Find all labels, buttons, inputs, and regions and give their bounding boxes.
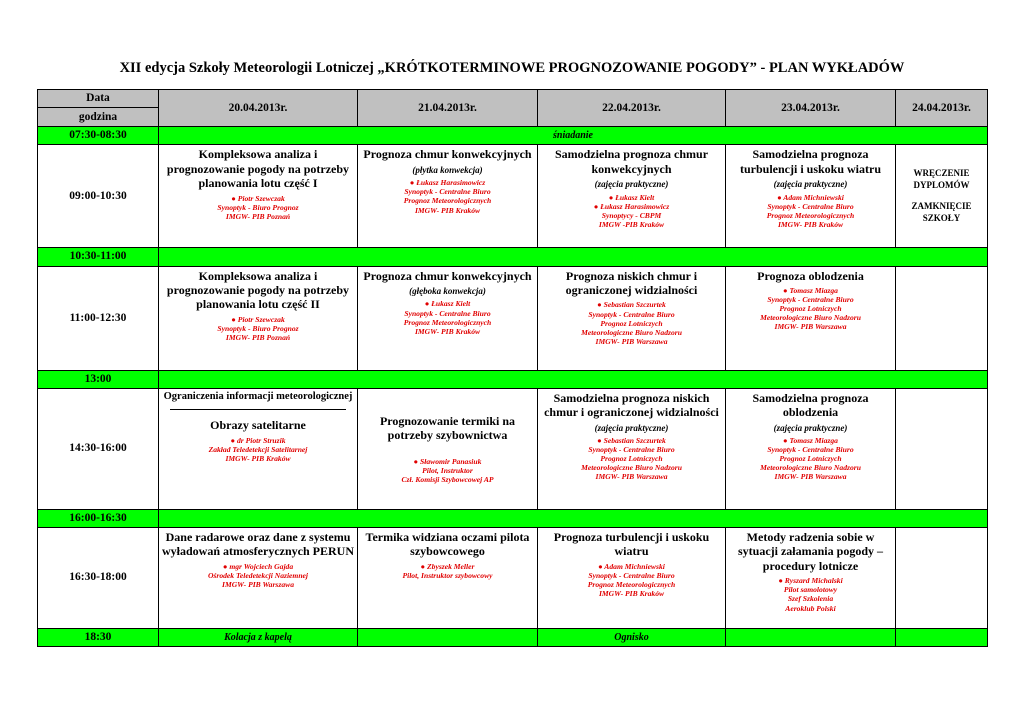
break-bar [726, 629, 896, 647]
break-bar [159, 509, 988, 527]
empty-cell [896, 388, 988, 509]
lecture-note: (głęboka konwekcja) [409, 286, 486, 297]
lecturer-info: ● Ryszard Michalski Pilot samolotowy Szef Szkolenia Aeroklub Polski [778, 576, 843, 613]
lecture-cell [159, 145, 358, 248]
lecture-cell [159, 388, 358, 509]
lecture-cell [726, 528, 896, 629]
lecturer-info: ● Łukasz Harasimowicz Synoptyk - Centralne Biuro Prognoz Meteorologicznych IMGW- PIB Kraków [403, 178, 492, 215]
slot-time: 14:30-16:00 [38, 388, 159, 509]
divider [170, 409, 346, 410]
lecture-cell [726, 266, 896, 370]
lecture-title: Prognoza niskich chmur i ograniczonej widzialności [565, 268, 698, 298]
lecture-title: Prognoza chmur konwekcyjnych [363, 147, 532, 162]
lecture-note: (zajęcia praktyczne) [773, 179, 848, 190]
empty-cell [896, 528, 988, 629]
closing-school: ZAMKNIĘCIE SZKOŁY [911, 201, 972, 224]
lecture-note: (płytka konwekcja) [412, 164, 483, 175]
break-time: 16:00-16:30 [38, 509, 159, 527]
slot-time: 16:30-18:00 [38, 528, 159, 629]
lecture-note: (zajęcia praktyczne) [594, 179, 669, 190]
lecture-title: Samodzielna prognoza oblodzenia [752, 390, 869, 420]
lecturer-info: ● Sławomir Panasiuk Pilot, Instruktor Czł. Komisji Szybowcowej AP [401, 456, 494, 484]
lecturer-info: ● Tomasz Miazga Synoptyk - Centralne Biuro Prognoz Lotniczych Meteorologiczne Biuro Nadzoru IMGW- PIB Warszawa [760, 436, 861, 482]
lecture-title: Termika widziana oczami pilota szybowcowego [365, 530, 530, 559]
lecturer-info: ● dr Piotr Struzik Zakład Teledetekcji Satelitarnej IMGW- PIB Kraków [208, 435, 308, 464]
lecture-cell [159, 528, 358, 629]
break-label: Ognisko [538, 629, 726, 647]
lecture-cell [358, 528, 538, 629]
lecture-cell [538, 528, 726, 629]
header-date-3: 22.04.2013r. [538, 90, 726, 127]
lecture-cell [159, 266, 358, 370]
lecture-title: Kompleksowa analiza i prognozowanie pogody na potrzeby planowania lotu część II [166, 268, 350, 312]
lecture-cell [358, 388, 538, 509]
closing-cell [896, 145, 988, 248]
lecture-title: Prognoza turbulencji i uskoku wiatru [553, 530, 710, 559]
lecturer-info: ● Piotr Szewczak Synoptyk - Biuro Prognoz IMGW- PIB Poznań [217, 193, 299, 221]
break-time: 18:30 [38, 629, 159, 647]
lecture-cell [538, 388, 726, 509]
header-data-label: Data [38, 90, 159, 108]
header-godzina-label: godzina [38, 108, 159, 127]
lecture-note: (zajęcia praktyczne) [773, 422, 848, 433]
lecture-title: Obrazy satelitarne [210, 418, 306, 433]
lecturer-info: ● Łukasz Kielt Synoptyk - Centralne Biuro Prognoz Meteorologicznych IMGW- PIB Kraków [403, 299, 492, 336]
lecture-title: Prognoza chmur konwekcyjnych [363, 268, 532, 283]
break-label: Kolacja z kapelą [159, 629, 358, 647]
break-time: 07:30-08:30 [38, 127, 159, 145]
lecturer-info: ● Zbyszek Meller Pilot, Instruktor szybowcowy [402, 561, 493, 580]
slot-time: 09:00-10:30 [38, 145, 159, 248]
lecture-title: Prognoza oblodzenia [757, 268, 864, 283]
lecture-cell [726, 145, 896, 248]
break-bar [159, 248, 988, 266]
closing-diplomas: WRĘCZENIE DYPLOMÓW [913, 168, 970, 190]
break-bar [159, 370, 988, 388]
slot-time: 11:00-12:30 [38, 266, 159, 370]
break-bar [358, 629, 538, 647]
lecture-title: Prognozowanie termiki na potrzeby szybownictwa [379, 413, 516, 443]
lecture-note: (zajęcia praktyczne) [594, 422, 669, 433]
empty-cell [896, 266, 988, 370]
lecture-title: Metody radzenia sobie w sytuacji załamania pogody – procedury lotnicze [737, 530, 883, 573]
lecturer-info: ● Piotr Szewczak Synoptyk - Biuro Prognoz IMGW- PIB Poznań [217, 314, 299, 343]
lecturer-info: ● Sebastian Szczurtek Synoptyk - Centralne Biuro Prognoz Lotniczych Meteorologiczne Biuro Nadzoru IMGW- PIB Warszawa [581, 300, 682, 346]
lecture-title: Kompleksowa analiza i prognozowanie pogody na potrzeby planowania lotu część I [166, 147, 350, 191]
lecturer-info: ● Tomasz Miazga Synoptyk - Centralne Biuro Prognoz Lotniczych Meteorologiczne Biuro Nadzoru IMGW- PIB Warszawa [760, 286, 861, 332]
lecturer-info: ● Adam Michniewski Synoptyk - Centralne Biuro Prognoz Meteorologicznych IMGW- PIB Kraków [587, 561, 676, 599]
header-date-4: 23.04.2013r. [726, 90, 896, 127]
lecture-cell [538, 145, 726, 248]
lecture-title: Samodzielna prognoza turbulencji i uskoku wiatru [739, 147, 882, 176]
lecturer-info: ● mgr Wojciech Gajda Ośrodek Teledetekcji Naziemnej IMGW- PIB Warszawa [207, 561, 309, 590]
header-date-1: 20.04.2013r. [159, 90, 358, 127]
lecture-cell [538, 266, 726, 370]
lecture-cell [358, 145, 538, 248]
page-title: XII edycja Szkoły Meteorologii Lotniczej „KRÓTKOTERMINOWE PROGNOZOWANIE POGODY” - PLAN WYKŁADÓW [119, 60, 905, 76]
break-time: 13:00 [38, 370, 159, 388]
lecture-title: Samodzielna prognoza chmur konwekcyjnych [554, 147, 709, 176]
header-date-5: 24.04.2013r. [896, 90, 988, 127]
break-time: 10:30-11:00 [38, 248, 159, 266]
lecture-title: Dane radarowe oraz dane z systemu wyładowań atmosferycznych PERUN [162, 530, 354, 559]
lecture-cell [726, 388, 896, 509]
lecture-schedule-table [37, 89, 988, 647]
lecturer-info: ● Adam Michniewski Synoptyk - Centralne Biuro Prognoz Meteorologicznych IMGW- PIB Kraków [766, 192, 855, 229]
lecture-title: Ograniczenia informacji meteorologicznej [163, 390, 353, 402]
break-bar [896, 629, 988, 647]
header-date-2: 21.04.2013r. [358, 90, 538, 127]
lecturer-info: ● Sebastian Szczurtek Synoptyk - Centralne Biuro Prognoz Lotniczych Meteorologiczne Biuro Nadzoru IMGW- PIB Warszawa [581, 436, 682, 482]
lecture-cell [358, 266, 538, 370]
lecture-title: Samodzielna prognoza niskich chmur i ograniczonej widzialności [544, 390, 719, 420]
break-label: śniadanie [159, 127, 988, 145]
lecturer-info: ● Łukasz Kielt ● Łukasz Harasimowicz Synoptycy - CBPM IMGW -PIB Kraków [593, 192, 670, 229]
